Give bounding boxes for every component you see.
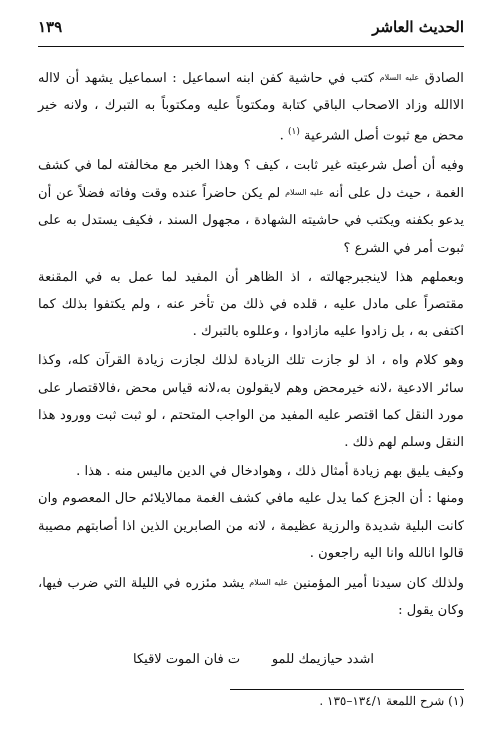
paragraph-text: يشد مئزره في الليلة التي ضرب فيها، وكان يقول : <box>38 576 464 619</box>
page-number: ١٣٩ <box>38 18 63 36</box>
paragraph-4: وهو كلام واه ، اذ لو جازت تلك الزيادة لذلك لجازت زيادة القرآن كله، وكذا سائر الادعية ،لانه خيرمحض وهم لايقولون به،لانه قياس محض ،فالاقتصار على مورد النقل كما اقتصر عليه المفيد من الواجب المتحتم ، لو ثبت ثبت وورود هذا النقل وسلم لهم ذلك . <box>38 353 464 451</box>
header-rule <box>38 46 464 47</box>
page-header <box>38 18 464 44</box>
paragraph-6: ومنها : أن الجزع كما يدل عليه مافي كشف الغمة ممالايلائم حال المعصوم وان كانت البلية شديدة والرزية عظيمة ، لانه من الصابرين الذين اذا أصابتهم مصيبة قالوا انالله وانا اليه راجعون . <box>38 491 464 561</box>
paragraph-text: كتب في حاشية كفن ابنه اسماعيل : اسماعيل يشهد أن لااله الاالله وزاد الاصحاب الباقي كتابة ومكتوباً عليه ومكتوباً به التبرك ، ولانه خير محض مع ثبوت أصل الشرعية <box>38 71 464 144</box>
paragraph-text: ولذلك كان سيدنا أمير المؤمنين <box>293 576 464 592</box>
page-body <box>38 64 464 624</box>
honorific-mark: عليه السلام <box>285 188 324 198</box>
paragraph-7 <box>38 569 464 624</box>
paragraph-1 <box>38 64 464 150</box>
verse-second-hemistich: ت فان الموت لاقيكا <box>133 652 241 667</box>
paragraph-2 <box>38 152 464 262</box>
verse-first-hemistich: اشدد حيازيمك للمو <box>271 652 374 667</box>
paragraph-text: لم يكن حاضراً عنده وقت وفاته فضلاً عن أن يدعو بكفنه ويكتب في حاشيته الشهادة ، مجهول السند ، فكيف يستدل به على ثبوت أمر في الشرع ؟ <box>38 186 464 256</box>
paragraph-text: الصادق <box>424 71 464 86</box>
footnote-rule <box>230 689 464 690</box>
paragraph-5: وكيف يليق بهم زيادة أمثال ذلك ، وهوادخال في الدين ماليس منه . هذا . <box>76 464 464 480</box>
running-title: الحديث العاشر <box>372 18 464 36</box>
footnote-reference: (١) <box>287 127 300 138</box>
footnote: (١) شرح اللمعة ١٣٤/١–١٣٥ . <box>319 694 464 708</box>
poetry-verse <box>38 652 464 674</box>
paragraph-3: وبعملهم هذا لاينجبرجهالته ، اذ الظاهر أن المفيد لما عمل به في المقنعة مقتصراً على مادل عليه ، قلده في ذلك من تأخر عنه ، ولم يكتفوا بذلك كما اكتفى به ، بل زادوا عليه مازادوا ، وعللوه بالتبرك . <box>38 269 464 340</box>
honorific-mark: عليه السلام <box>379 73 420 82</box>
honorific-mark: عليه السلام <box>249 578 289 588</box>
paragraph-text: وفيه أن أصل شرعيته غير ثابت ، كيف ؟ وهذا الخبر مع مخالفته لما في كشف الغمة ، حيث دل على أنه <box>38 158 464 202</box>
paragraph-text: . <box>279 128 288 144</box>
